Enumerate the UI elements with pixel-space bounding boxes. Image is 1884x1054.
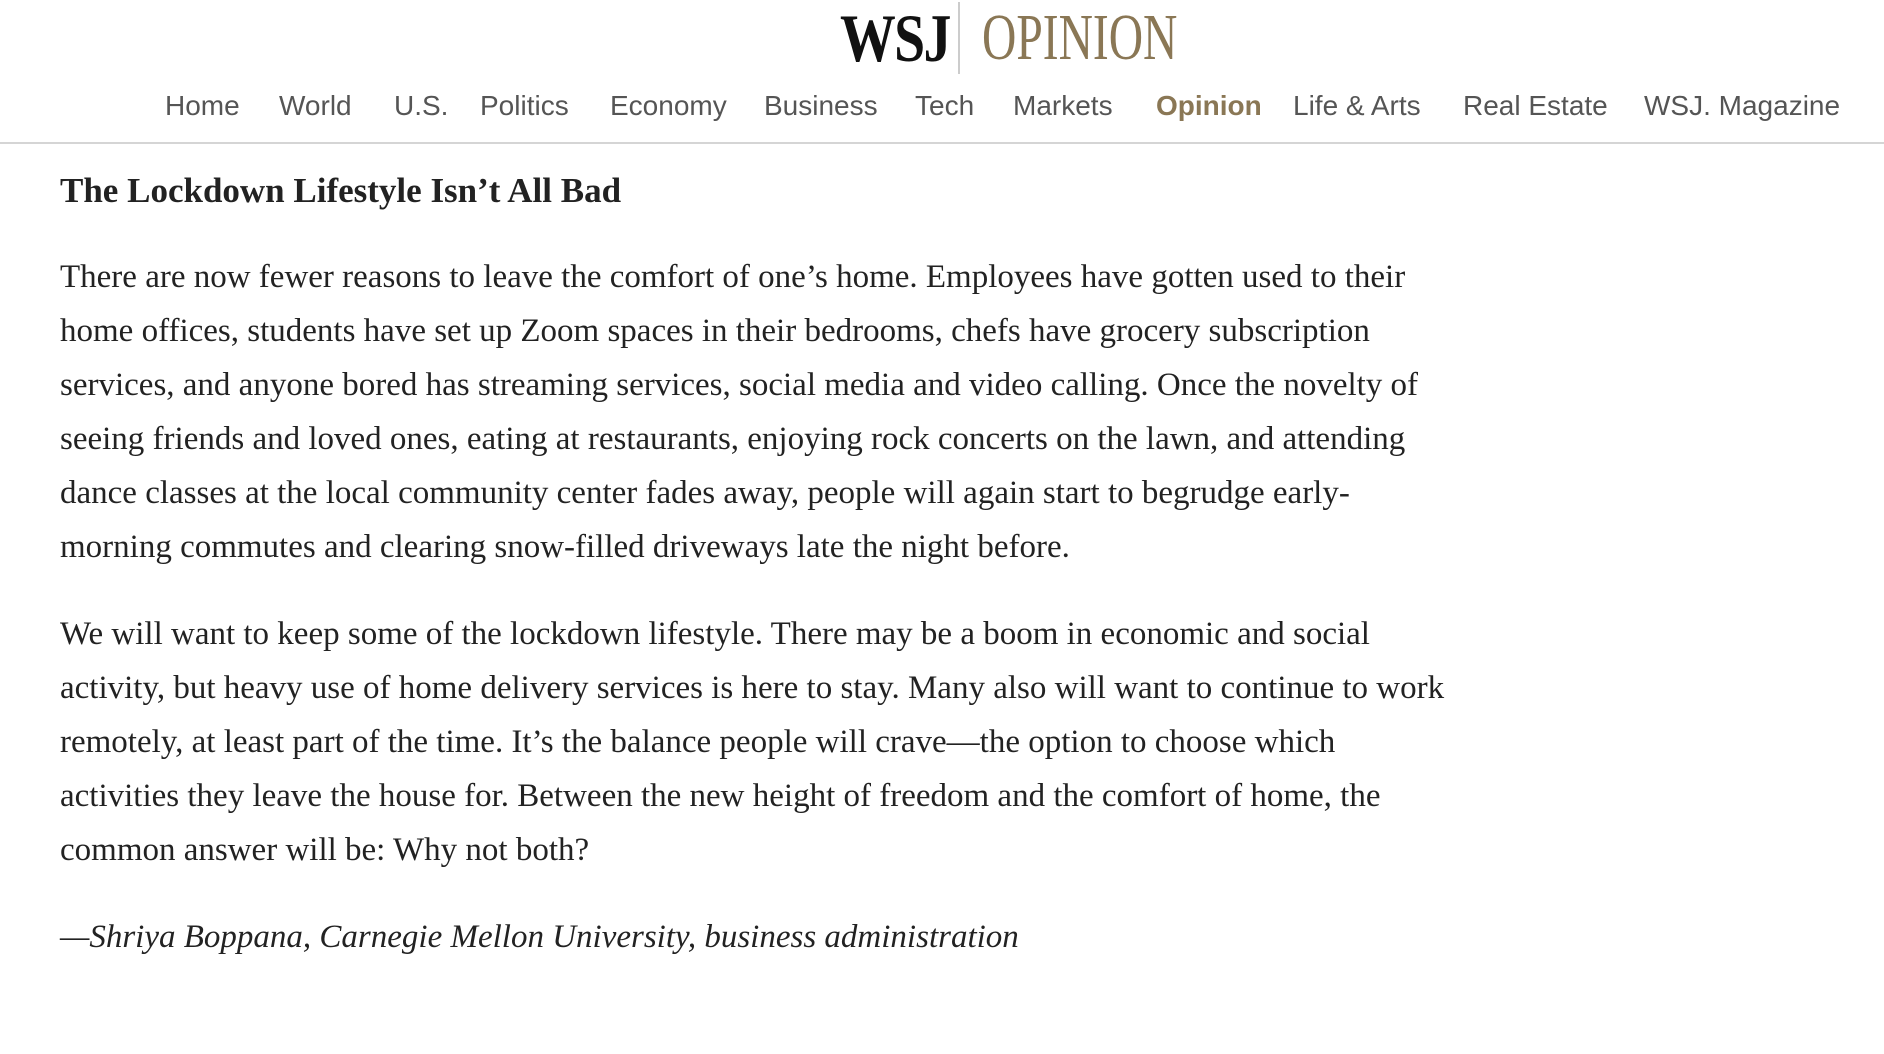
wsj-logo-text[interactable]: WSJ: [840, 0, 950, 76]
nav-item-politics[interactable]: Politics: [480, 90, 569, 121]
article-headline: The Lockdown Lifestyle Isn’t All Bad: [60, 171, 622, 210]
nav-item-home[interactable]: Home: [165, 90, 240, 121]
article-paragraph: We will want to keep some of the lockdown lifestyle. There may be a boom in economic and social activity, but heavy use of home delivery services is here to stay. Many also will want to continue to work remotely, at least part of the time. It’s the balance people will crave—the option to choose which activities they leave the house for. Between the new height of freedom and the comfort of home, the common answer will be: Why not both?: [60, 616, 1445, 868]
nav-item-wsj-magazine[interactable]: WSJ. Magazine: [1644, 90, 1841, 121]
nav-item-economy[interactable]: Economy: [610, 90, 727, 121]
article-paragraph: There are now fewer reasons to leave the comfort of one’s home. Employees have gotten used to their home offices, students have set up Zoom spaces in their bedrooms, chefs have grocery subscription services, and anyone bored has streaming services, social media and video calling. Once the novelty of seeing friends and loved ones, eating at restaurants, enjoying rock concerts on the lawn, and attending dance classes at the local community center fades away, people will again start to begrudge early-morning commutes and clearing snow-filled driveways late the night before.: [60, 259, 1419, 565]
nav-item-opinion[interactable]: Opinion: [1156, 90, 1262, 121]
article-content: [60, 170, 1460, 964]
article-byline: —Shriya Boppana, Carnegie Mellon University, business administration: [60, 919, 1019, 955]
nav-item-us[interactable]: U.S.: [394, 90, 449, 121]
wsj-opinion-logo[interactable]: [840, 2, 1253, 74]
nav-item-real-estate[interactable]: Real Estate: [1463, 90, 1608, 121]
nav-item-markets[interactable]: Markets: [1013, 90, 1113, 121]
nav-item-life-arts[interactable]: Life & Arts: [1293, 90, 1421, 121]
nav-item-world[interactable]: World: [279, 90, 352, 121]
site-header: [0, 0, 1884, 144]
nav-item-business[interactable]: Business: [764, 90, 878, 121]
main-nav: [0, 84, 1884, 128]
nav-item-tech[interactable]: Tech: [915, 90, 975, 121]
logo-divider: [958, 2, 960, 74]
opinion-logo-text[interactable]: OPINION: [982, 1, 1178, 74]
